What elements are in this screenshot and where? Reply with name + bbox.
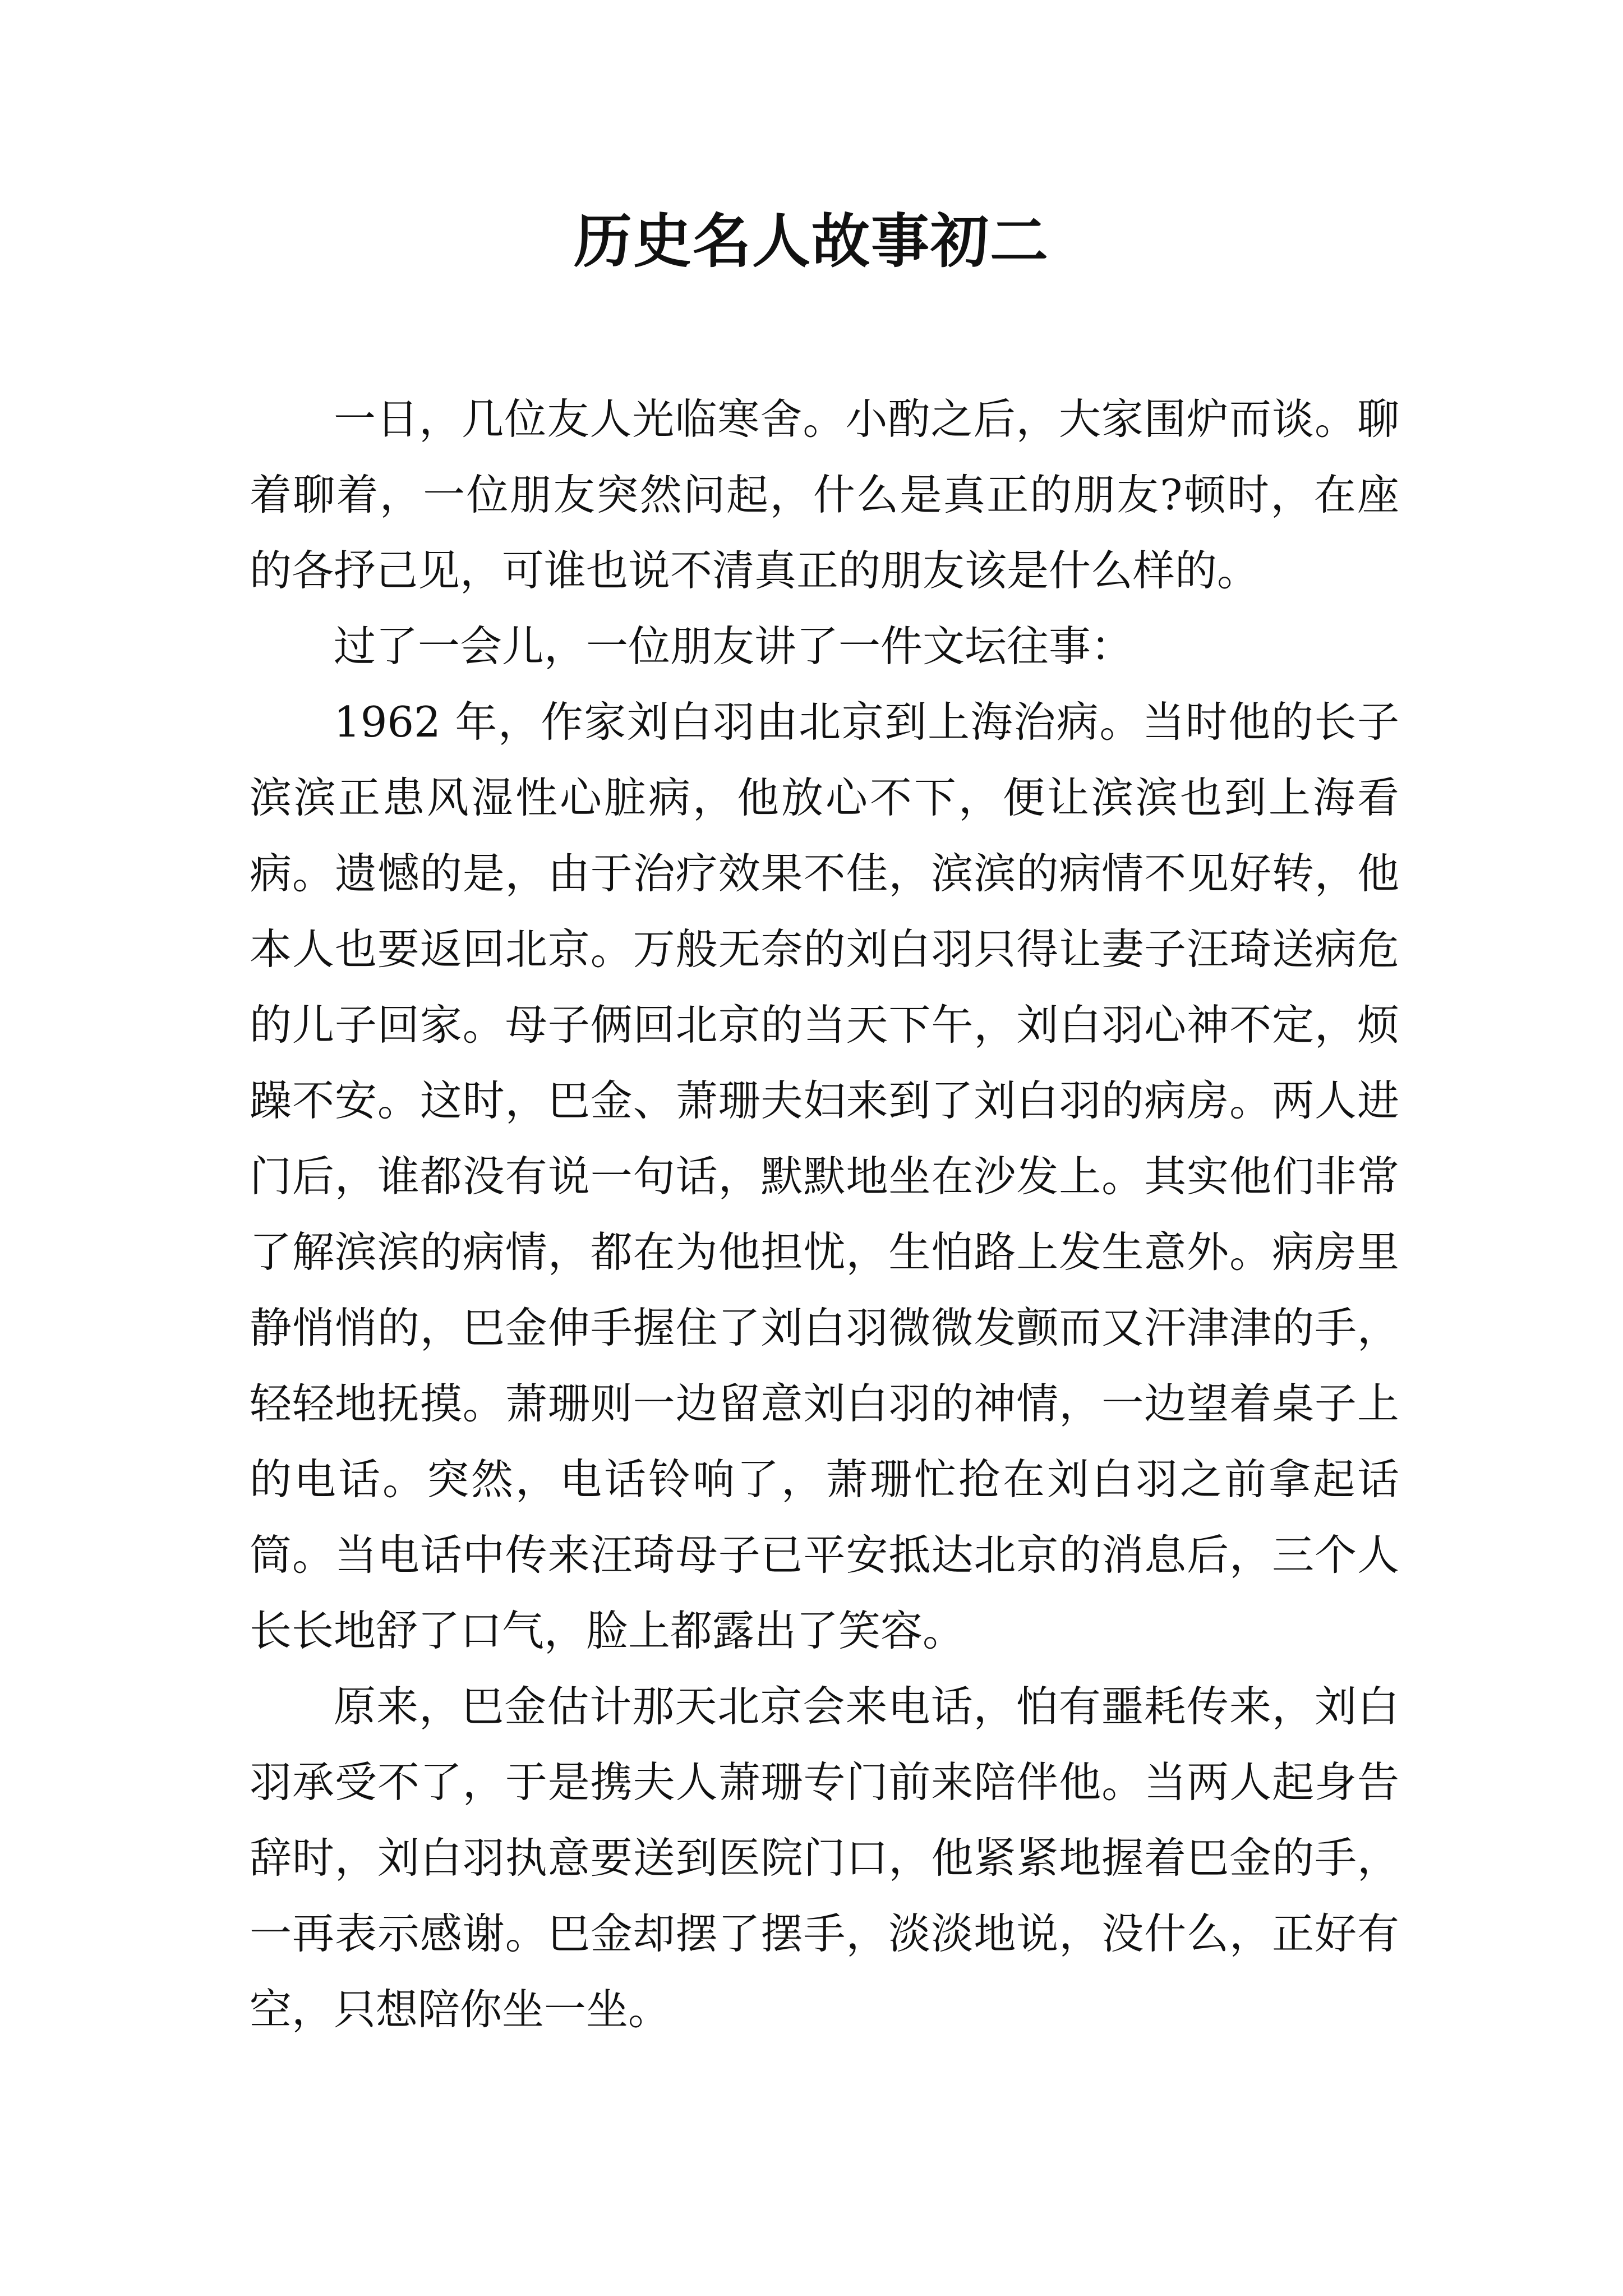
paragraph-3: 1962 年，作家刘白羽由北京到上海治病。当时他的长子滨滨正患风湿性心脏病，他放心不下，便让滨滨也到上海看病。遗憾的是，由于治疗效果不佳，滨滨的病情不见好转，他本人也要返回北京。万般无奈的刘白羽只得让妻子汪琦送病危的儿子回家。母子俩回北京的当天下午，刘白羽心神不定，烦躁不安。这时，巴金、萧珊夫妇来到了刘白羽的病房。两人进门后，谁都没有说一句话，默默地坐在沙发上。其实他们非常了解滨滨的病情，都在为他担忧，生怕路上发生意外。病房里静悄悄的，巴金伸手握住了刘白羽微微发颤而又汗津津的手，轻轻地抚摸。萧珊则一边留意刘白羽的神情，一边望着桌子上的电话。突然，电话铃响了，萧珊忙抢在刘白羽之前拿起话筒。当电话中传来汪琦母子已平安抵达北京的消息后，三个人长长地舒了口气，脸上都露出了笑容。 (250, 697, 1399, 1655)
paragraph-4: 原来，巴金估计那天北京会来电话，怕有噩耗传来，刘白羽承受不了，于是携夫人萧珊专门前来陪伴他。当两人起身告辞时，刘白羽执意要送到医院门口，他紧紧地握着巴金的手，一再表示感谢。巴金却摆了摆手，淡淡地说，没什么，正好有空，只想陪你坐一坐。 (250, 1682, 1399, 2034)
paragraph-2: 过了一会儿，一位朋友讲了一件文坛往事： (334, 622, 1133, 671)
paragraph-1: 一日，几位友人光临寒舍。小酌之后，大家围炉而谈。聊着聊着，一位朋友突然问起，什么是真正的朋友?顿时，在座的各抒己见，可谁也说不清真正的朋友该是什么样的。 (250, 394, 1399, 595)
document-body (250, 381, 1399, 2047)
page-title: 历史名人故事初二 (573, 206, 1049, 275)
